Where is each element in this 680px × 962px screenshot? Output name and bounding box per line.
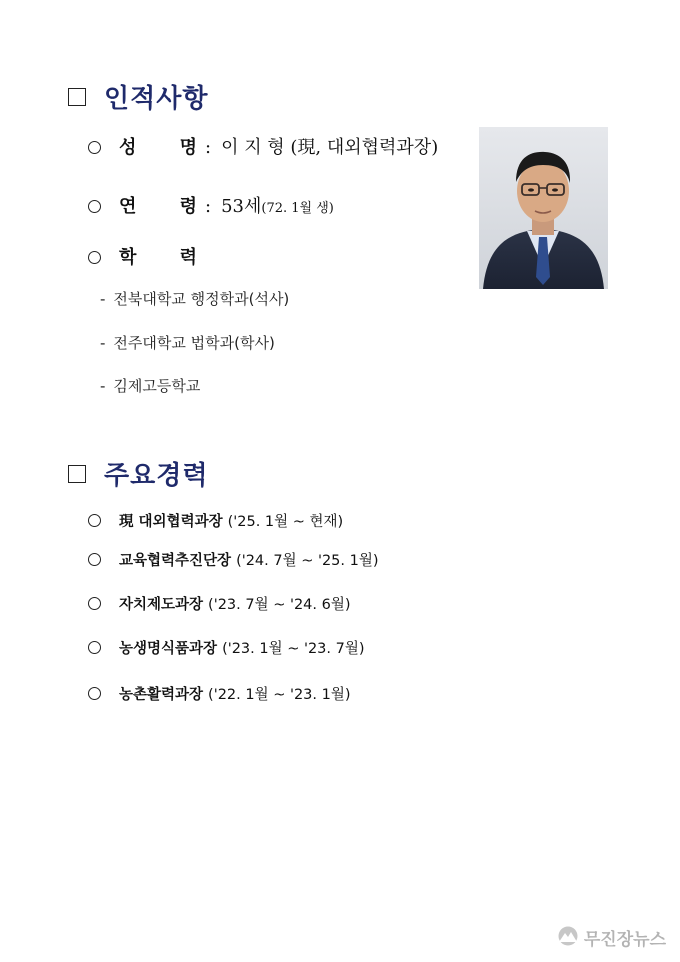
mountain-logo-icon bbox=[556, 926, 580, 950]
career-item bbox=[88, 549, 379, 570]
education-item: - 전북대학교 행정학과(석사) bbox=[100, 290, 290, 308]
career-period: ('22. 1월 ~ '23. 1월) bbox=[208, 687, 351, 703]
info-label-name: 성 명 bbox=[119, 137, 197, 158]
info-label-age: 연 령 bbox=[119, 196, 197, 217]
career-position: 現 대외협력과장 bbox=[119, 513, 223, 530]
info-row-name bbox=[88, 133, 438, 159]
career-item bbox=[88, 637, 365, 658]
info-value-name: 이 지 형 (現, 대외협력과장) bbox=[221, 137, 439, 158]
section-personal-header bbox=[68, 78, 208, 115]
career-item bbox=[88, 510, 343, 531]
circle-bullet-icon bbox=[88, 200, 101, 213]
watermark bbox=[556, 925, 666, 950]
info-value-birth: (72. 1월 생) bbox=[261, 201, 334, 216]
career-item bbox=[88, 593, 351, 614]
career-position: 농생명식품과장 bbox=[119, 640, 218, 657]
education-item: - 김제고등학교 bbox=[100, 377, 201, 395]
career-period: ('24. 7월 ~ '25. 1월) bbox=[236, 553, 379, 569]
career-position: 교육협력추진단장 bbox=[119, 552, 232, 569]
education-item: - 전주대학교 법학과(학사) bbox=[100, 334, 275, 352]
circle-bullet-icon bbox=[88, 687, 101, 700]
circle-bullet-icon bbox=[88, 553, 101, 566]
career-period: ('25. 1월 ~ 현재) bbox=[227, 514, 344, 530]
circle-bullet-icon bbox=[88, 514, 101, 527]
circle-bullet-icon bbox=[88, 141, 101, 154]
career-position: 자치제도과장 bbox=[119, 596, 204, 613]
checkbox-icon bbox=[68, 88, 86, 106]
info-label-education: 학 력 bbox=[119, 247, 197, 268]
career-item bbox=[88, 683, 351, 704]
section-career-title: 주요경력 bbox=[104, 461, 209, 491]
info-value-age: 53세 bbox=[221, 196, 262, 217]
watermark-text: 무진장뉴스 bbox=[583, 930, 666, 950]
career-position: 농촌활력과장 bbox=[119, 686, 204, 703]
circle-bullet-icon bbox=[88, 251, 101, 264]
career-period: ('23. 1월 ~ '23. 7월) bbox=[222, 641, 365, 657]
profile-photo bbox=[479, 127, 608, 289]
info-row-age bbox=[88, 192, 334, 218]
checkbox-icon bbox=[68, 465, 86, 483]
career-period: ('23. 7월 ~ '24. 6월) bbox=[208, 597, 351, 613]
info-colon: : bbox=[205, 137, 212, 158]
section-career-header bbox=[68, 455, 208, 492]
info-row-education bbox=[88, 243, 197, 269]
circle-bullet-icon bbox=[88, 597, 101, 610]
info-colon: : bbox=[205, 196, 212, 217]
section-personal-title: 인적사항 bbox=[104, 84, 209, 114]
circle-bullet-icon bbox=[88, 641, 101, 654]
